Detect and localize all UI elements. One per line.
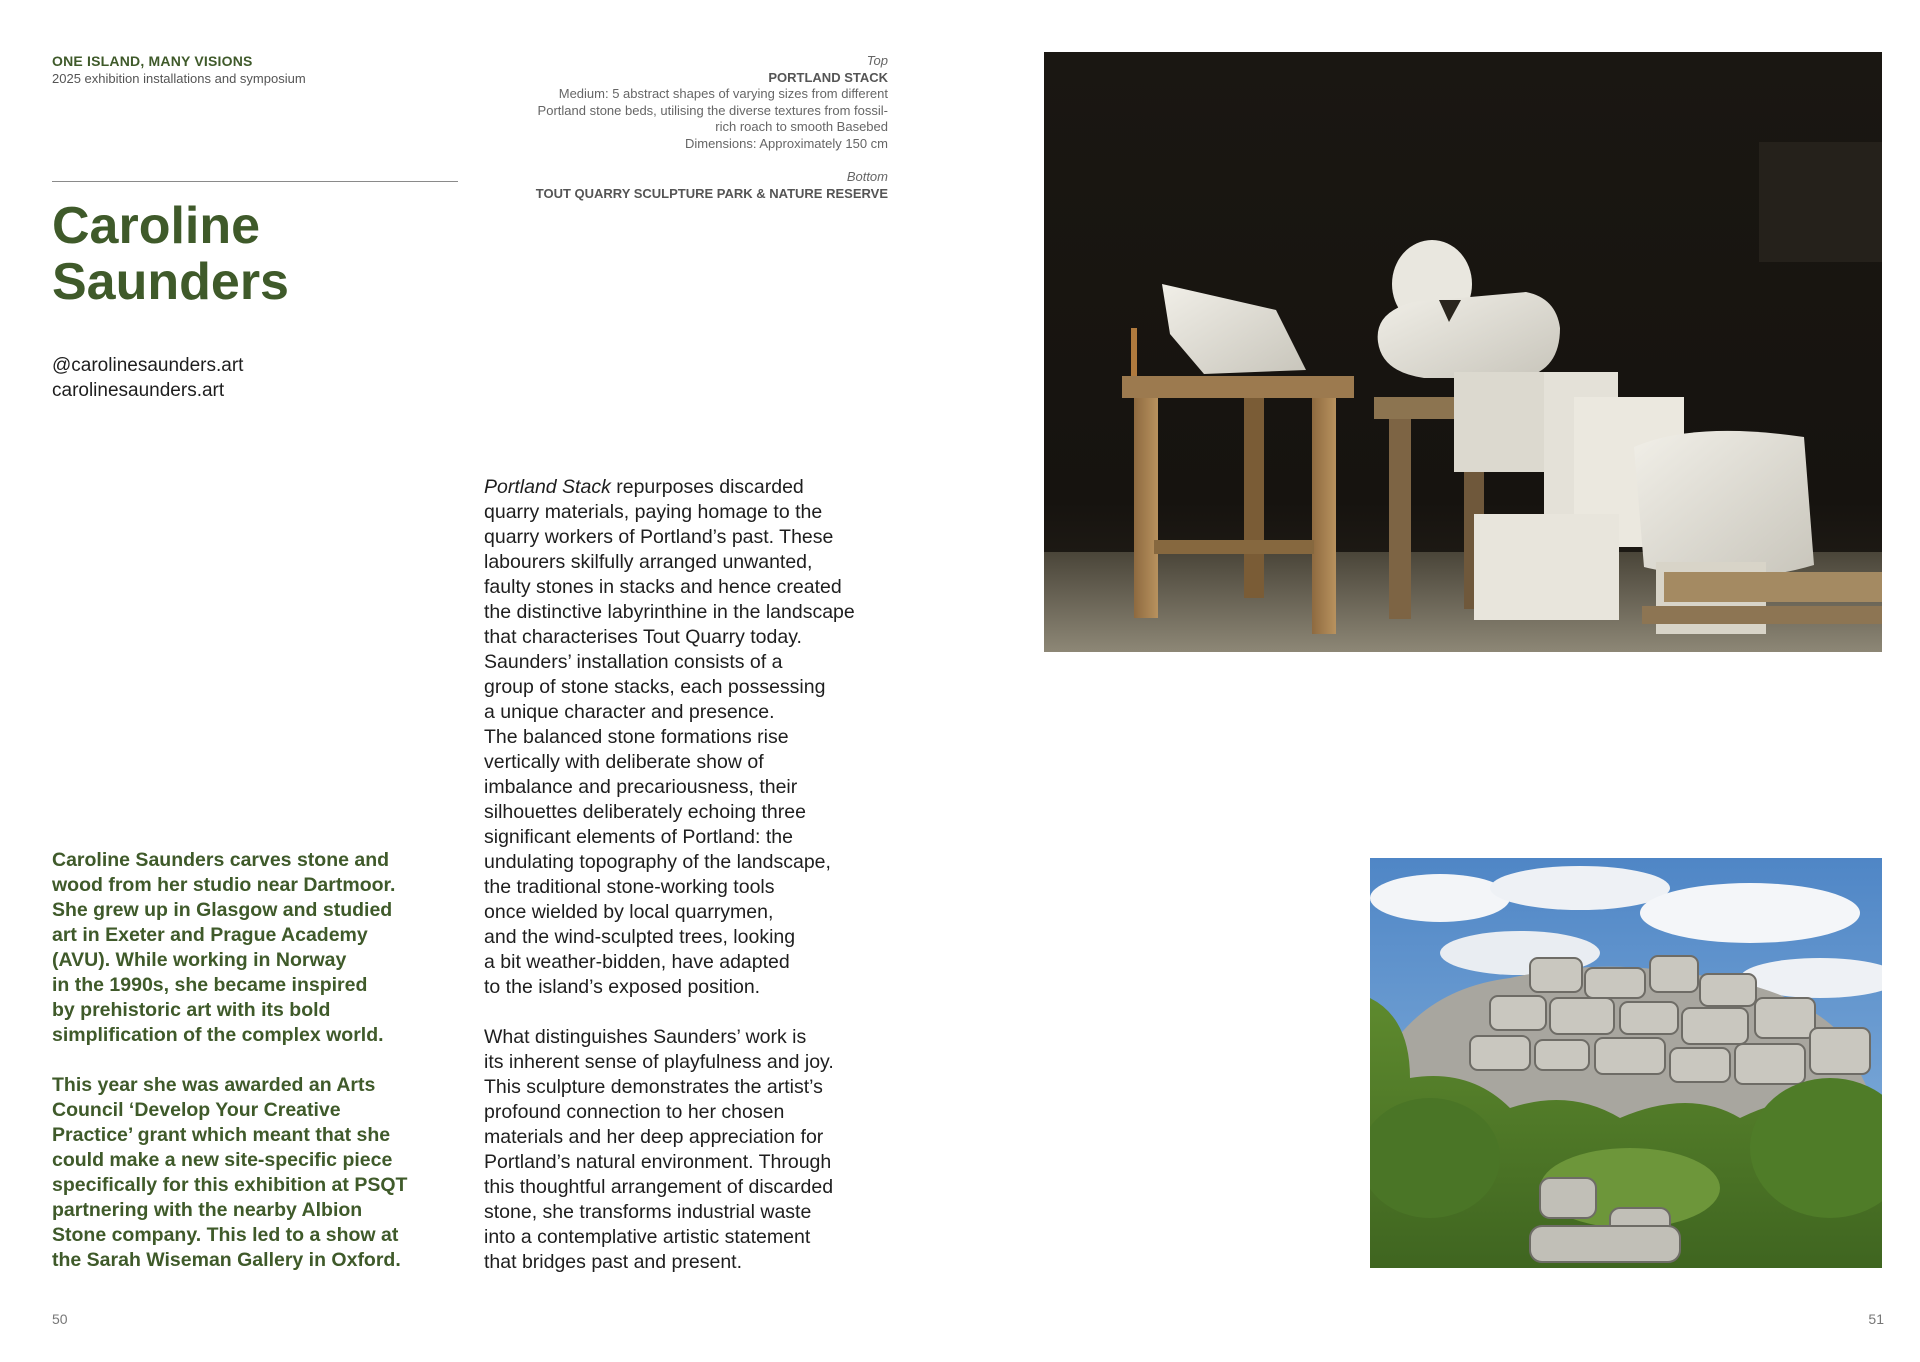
bio-paragraph-1 — [52, 848, 432, 1048]
bio-line: (AVU). While working in Norway — [52, 949, 347, 971]
caption-top-line: Portland stone beds, utilising the diverse textures from fossil- — [537, 102, 888, 118]
essay-line: significant elements of Portland: the — [484, 826, 793, 848]
essay-line: What distinguishes Saunders’ work is — [484, 1026, 807, 1048]
caption-top-line: rich roach to smooth Basebed — [715, 119, 888, 134]
essay-line: labourers skilfully arranged unwanted, — [484, 551, 813, 573]
artist-name-line-2: Saunders — [52, 253, 289, 311]
bio-line: Caroline Saunders carves stone and — [52, 849, 390, 871]
essay-line-rest: repurposes discarded — [610, 476, 804, 498]
essay-paragraph-2 — [484, 1025, 904, 1275]
caption-top-line: Dimensions: Approximately 150 cm — [684, 135, 888, 151]
bio-line: She grew up in Glasgow and studied — [52, 899, 393, 921]
essay-line: the traditional stone-working tools — [484, 876, 775, 898]
bio-line: specifically for this exhibition at PSQT — [52, 1174, 408, 1196]
page-number-right: 51 — [1868, 1311, 1884, 1327]
bio-line: Council ‘Develop Your Creative — [52, 1099, 341, 1121]
essay-line: this thoughtful arrangement of discarded — [484, 1176, 834, 1198]
essay-line: quarry materials, paying homage to the — [484, 501, 823, 523]
bio-line: the Sarah Wiseman Gallery in Oxford. — [52, 1249, 401, 1271]
quarry-landscape-image — [1370, 858, 1882, 1268]
bio-line: by prehistoric art with its bold — [52, 999, 331, 1021]
essay-line: that characterises Tout Quarry today. — [484, 626, 802, 648]
essay-line: the distinctive labyrinthine in the landscape — [484, 601, 855, 623]
bio-line: wood from her studio near Dartmoor. — [52, 874, 396, 896]
caption-top-line: Medium: 5 abstract shapes of varying sizes from different — [558, 86, 888, 101]
divider-rule — [52, 181, 458, 182]
essay-line: undulating topography of the landscape, — [484, 851, 831, 873]
artwork-title-italic: Portland Stack — [484, 476, 611, 498]
essay-line: Saunders’ installation consists of a — [484, 651, 783, 673]
caption-bottom-title: TOUT QUARRY SCULPTURE PARK & NATURE RESERVE — [535, 185, 888, 201]
artist-bio — [52, 848, 432, 1298]
essay-line: silhouettes deliberately echoing three — [484, 801, 806, 823]
essay-line: a bit weather-bidden, have adapted — [484, 951, 790, 973]
essay-line: that bridges past and present. — [484, 1251, 743, 1273]
essay-line: faulty stones in stacks and hence created — [484, 576, 842, 598]
essay-line: materials and her deep appreciation for — [484, 1126, 824, 1148]
caption-bottom-label: Bottom — [846, 169, 888, 184]
artist-contacts — [52, 353, 243, 403]
essay-line: profound connection to her chosen — [484, 1101, 785, 1123]
bio-line: art in Exeter and Prague Academy — [52, 924, 368, 946]
bio-line: Practice’ grant which meant that she — [52, 1124, 391, 1146]
bio-line: simplification of the complex world. — [52, 1024, 384, 1046]
artist-name-line-1: Caroline — [52, 197, 261, 255]
bio-line: Stone company. This led to a show at — [52, 1224, 399, 1246]
bio-paragraph-2 — [52, 1073, 432, 1273]
essay-line: The balanced stone formations rise — [484, 726, 789, 748]
essay-paragraph-1 — [484, 475, 904, 1000]
publication-subtitle: 2025 exhibition installations and symposium — [52, 71, 306, 86]
page-number-left: 50 — [52, 1311, 68, 1327]
essay-line: imbalance and precariousness, their — [484, 776, 798, 798]
essay-line: Portland’s natural environment. Through — [484, 1151, 832, 1173]
image-captions — [440, 53, 888, 202]
essay-line: vertically with deliberate show of — [484, 751, 764, 773]
photo-portland-stack — [1044, 52, 1882, 652]
photo-tout-quarry — [1370, 858, 1882, 1268]
essay-line: and the wind-sculpted trees, looking — [484, 926, 796, 948]
caption-top-title: PORTLAND STACK — [768, 69, 888, 85]
publication-title: ONE ISLAND, MANY VISIONS — [52, 53, 253, 69]
sculpture-image — [1044, 52, 1882, 652]
essay-line: This sculpture demonstrates the artist’s — [484, 1076, 823, 1098]
bio-line: could make a new site-specific piece — [52, 1149, 393, 1171]
essay-line: a unique character and presence. — [484, 701, 775, 723]
essay-line: quarry workers of Portland’s past. These — [484, 526, 834, 548]
essay-line: once wielded by local quarrymen, — [484, 901, 774, 923]
artwork-essay — [484, 475, 904, 1300]
bio-line: This year she was awarded an Arts — [52, 1074, 376, 1096]
essay-line: group of stone stacks, each possessing — [484, 676, 826, 698]
bio-line: partnering with the nearby Albion — [52, 1199, 363, 1221]
essay-line: into a contemplative artistic statement — [484, 1226, 811, 1248]
website-link: carolinesaunders.art — [52, 380, 225, 401]
essay-line: its inherent sense of playfulness and joy. — [484, 1051, 834, 1073]
artist-name — [52, 198, 289, 310]
bio-line: in the 1990s, she became inspired — [52, 974, 368, 996]
essay-line — [484, 475, 904, 500]
caption-top-label: Top — [866, 53, 888, 68]
instagram-handle: @carolinesaunders.art — [52, 355, 244, 376]
essay-line: stone, she transforms industrial waste — [484, 1201, 812, 1223]
essay-line: to the island’s exposed position. — [484, 976, 761, 998]
